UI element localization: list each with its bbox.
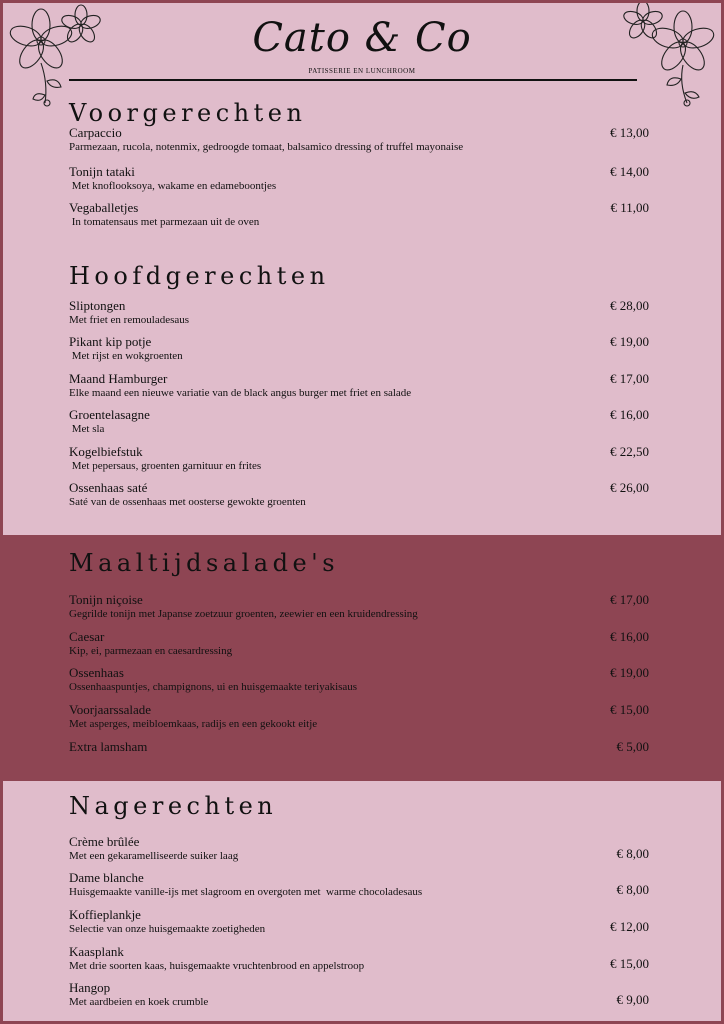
menu-item [69,870,649,899]
menu-item [69,164,649,193]
item-name: Pikant kip potje [69,334,152,349]
item-price: € 12,00 [610,919,649,934]
item-description: Saté van de ossenhaas met oosterse gewokte groenten [69,496,306,508]
menu-item [69,739,649,754]
item-description: Gegrilde tonijn met Japanse zoetzuur groenten, zeewier en een kruidendressing [69,608,418,620]
menu-page [3,3,721,1021]
menu-item [69,407,649,436]
item-name: Hangop [69,980,111,995]
item-price: € 5,00 [616,739,649,754]
section-title-nagerechten: Nagerechten [69,792,278,820]
menu-item [69,592,649,621]
item-description: Parmezaan, rucola, notenmix, gedroogde tomaat, balsamico dressing of truffel mayonaise [69,141,464,153]
item-name: Caesar [69,629,105,644]
item-name: Kaasplank [69,944,124,959]
item-description: Huisgemaakte vanille-ijs met slagroom en overgoten met warme chocoladesaus [69,886,423,898]
item-name: Extra lamsham [69,739,148,754]
menu-item [69,444,649,473]
item-price: € 15,00 [610,702,649,717]
brand-tagline: PATISSERIE EN LUNCHROOM [308,67,416,75]
item-price: € 8,00 [616,846,649,861]
item-price: € 11,00 [610,200,649,215]
menu-item [69,665,649,694]
menu-item [69,702,649,731]
item-description: Met pepersaus, groenten garnituur en frites [69,460,262,472]
item-price: € 28,00 [610,298,649,313]
item-price: € 16,00 [610,629,649,644]
item-name: Tonijn niçoise [69,592,143,607]
item-description: Met knoflooksoya, wakame en edameboontjes [69,180,277,192]
item-name: Ossenhaas saté [69,480,148,495]
section-title-maaltijdsalades: Maaltijdsalade's [69,549,340,577]
item-description: Met asperges, meibloemkaas, radijs en een gekookt eitje [69,718,318,730]
item-price: € 14,00 [610,164,649,179]
menu-item [69,334,649,363]
item-name: Tonijn tataki [69,164,135,179]
item-name: Kogelbiefstuk [69,444,143,459]
item-price: € 17,00 [610,592,649,607]
menu-item [69,980,649,1009]
item-name: Voorjaarssalade [69,702,152,717]
item-price: € 15,00 [610,956,649,971]
item-price: € 26,00 [610,480,649,495]
item-name: Ossenhaas [69,665,124,680]
item-description: Selectie van onze huisgemaakte zoetigheden [69,923,266,935]
item-description: Ossenhaaspuntjes, champignons, ui en huisgemaakte teriyakisaus [69,681,358,693]
item-name: Sliptongen [69,298,126,313]
menu-header [3,3,721,93]
menu-item [69,371,649,400]
item-description: Met drie soorten kaas, huisgemaakte vruchtenbrood en appelstroop [69,960,365,972]
item-price: € 19,00 [610,334,649,349]
item-description: Met sla [69,423,105,435]
item-price: € 8,00 [616,882,649,897]
item-price: € 17,00 [610,371,649,386]
item-description: Met een gekaramelliseerde suiker laag [69,850,239,862]
menu-item [69,298,649,327]
item-price: € 16,00 [610,407,649,422]
section-title-hoofdgerechten: Hoofdgerechten [69,262,330,290]
section-title-voorgerechten: Voorgerechten [69,99,307,127]
menu-item [69,200,649,229]
item-description: Met aardbeien en koek crumble [69,996,209,1008]
item-name: Koffieplankje [69,907,141,922]
item-description: Elke maand een nieuwe variatie van de black angus burger met friet en salade [69,387,412,399]
item-price: € 19,00 [610,665,649,680]
item-description: Met rijst en wokgroenten [69,350,183,362]
item-description: Kip, ei, parmezaan en caesardressing [69,645,233,657]
item-name: Vegaballetjes [69,200,139,215]
item-name: Carpaccio [69,125,122,140]
item-price: € 13,00 [610,125,649,140]
menu-item [69,944,649,973]
item-name: Maand Hamburger [69,371,168,386]
item-description: In tomatensaus met parmezaan uit de oven [69,216,260,228]
item-name: Crème brûlée [69,834,140,849]
brand-logo: Cato & Co [252,15,472,61]
item-name: Groentelasagne [69,407,150,422]
menu-item [69,480,649,509]
item-price: € 9,00 [616,992,649,1007]
menu-item [69,907,649,936]
item-name: Dame blanche [69,870,144,885]
menu-item [69,834,649,863]
item-description: Met friet en remouladesaus [69,314,190,326]
menu-item [69,629,649,658]
menu-item [69,125,649,154]
header-divider [69,79,637,81]
item-price: € 22,50 [610,444,649,459]
